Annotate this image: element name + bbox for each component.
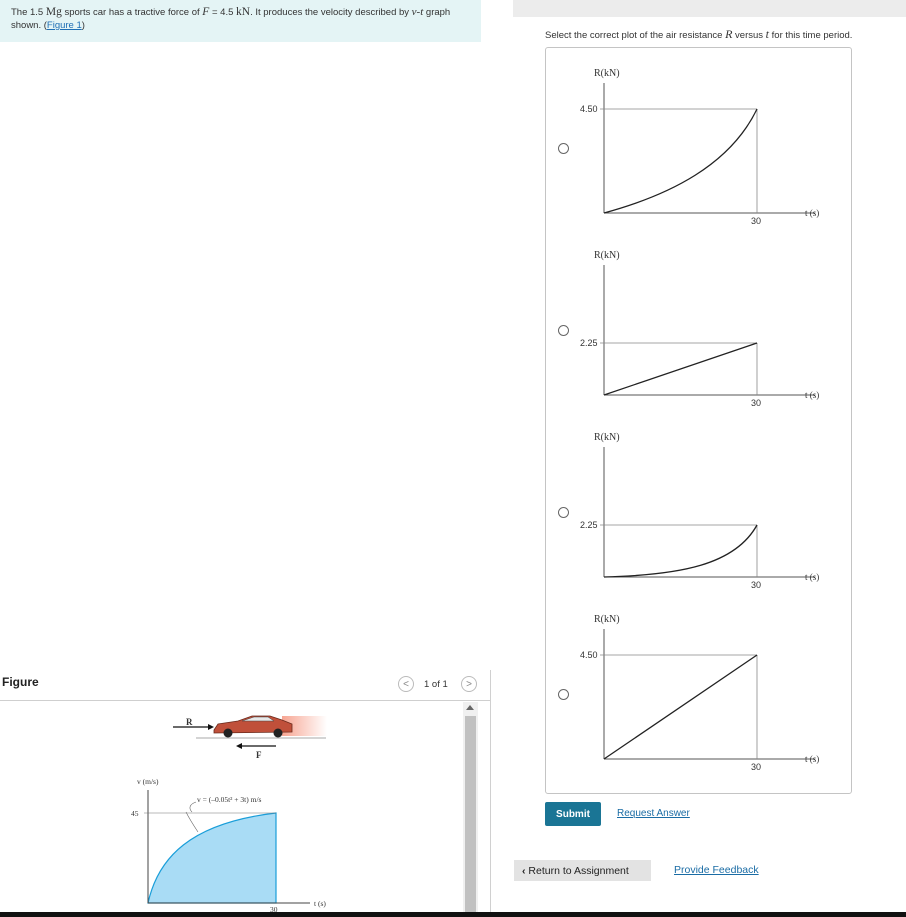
option-3-y-tick: 2.25 xyxy=(580,520,598,530)
figure-title: Figure xyxy=(2,675,39,689)
vt-area xyxy=(148,813,276,903)
option-2-x-tick: 30 xyxy=(751,398,762,408)
option-4-curve xyxy=(604,655,757,759)
option-3-x-label: t (s) xyxy=(805,572,820,582)
submit-button[interactable]: Submit xyxy=(545,802,601,826)
figure-image xyxy=(0,700,462,912)
arrow-R-head xyxy=(208,724,214,730)
label-F: F xyxy=(256,750,262,760)
option-1-y-label: R(kN) xyxy=(594,68,620,79)
option-2-plot xyxy=(580,250,819,408)
return-to-assignment-button[interactable]: ‹ Return to Assignment xyxy=(514,860,651,881)
bottom-bar xyxy=(0,912,906,917)
option-3-curve xyxy=(604,525,757,577)
option-2-y-label: R(kN) xyxy=(594,250,620,261)
panel-divider xyxy=(490,670,491,917)
option-4-y-tick: 4.50 xyxy=(580,650,598,660)
question-text: Select the correct plot of the air resistance R versus t for this time period. xyxy=(545,27,853,41)
problem-text: The 1.5 Mg sports car has a tractive force of F = 4.5 kN. It produces the velocity described by v-t graph shown. (Figure 1) xyxy=(11,6,451,31)
option-1-y-tick: 4.50 xyxy=(580,104,598,114)
car-wheel-front xyxy=(274,729,283,738)
option-3-x-tick: 30 xyxy=(751,580,762,590)
option-2-y-tick: 2.25 xyxy=(580,338,598,348)
option-4-x-tick: 30 xyxy=(751,762,762,772)
vt-x-label: t (s) xyxy=(314,899,326,908)
figure-link[interactable]: Figure 1 xyxy=(46,20,82,31)
equation-leader xyxy=(190,802,196,812)
scrollbar-thumb[interactable] xyxy=(465,716,476,912)
vt-equation: v = (–0.05t² + 3t) m/s xyxy=(197,795,262,804)
figure-next-button[interactable] xyxy=(461,676,477,692)
option-1-x-label: t (s) xyxy=(805,208,820,218)
equation-pointer xyxy=(186,812,198,832)
vt-y-tick: 45 xyxy=(131,809,139,818)
car-wheel-rear xyxy=(224,729,233,738)
option-4-y-label: R(kN) xyxy=(594,614,620,625)
request-answer-link[interactable]: Request Answer xyxy=(617,808,690,819)
option-4-plot xyxy=(580,614,819,772)
figure-pager: 1 of 1 xyxy=(424,679,448,690)
option-1-plot xyxy=(580,68,819,226)
option-2-curve xyxy=(604,343,757,395)
option-4-x-label: t (s) xyxy=(805,754,820,764)
chevron-left-icon: < xyxy=(403,679,409,690)
provide-feedback-link[interactable]: Provide Feedback xyxy=(674,864,759,876)
chevron-left-icon: ‹ xyxy=(522,864,529,877)
option-3-y-label: R(kN) xyxy=(594,432,620,443)
arrow-F-head xyxy=(236,743,242,749)
figure-scrollbar[interactable] xyxy=(463,702,478,912)
scroll-up-icon[interactable] xyxy=(466,705,474,710)
car-illustration xyxy=(173,716,327,760)
vt-x-tick: 30 xyxy=(270,905,278,912)
vt-y-label: v (m/s) xyxy=(137,777,159,786)
chevron-right-icon: > xyxy=(466,679,472,690)
option-1-x-tick: 30 xyxy=(751,216,762,226)
label-R: R xyxy=(186,717,193,727)
option-1-curve xyxy=(604,109,757,213)
option-2-x-label: t (s) xyxy=(805,390,820,400)
figure-prev-button[interactable] xyxy=(398,676,414,692)
option-3-plot xyxy=(580,432,819,590)
vt-graph xyxy=(131,777,326,912)
